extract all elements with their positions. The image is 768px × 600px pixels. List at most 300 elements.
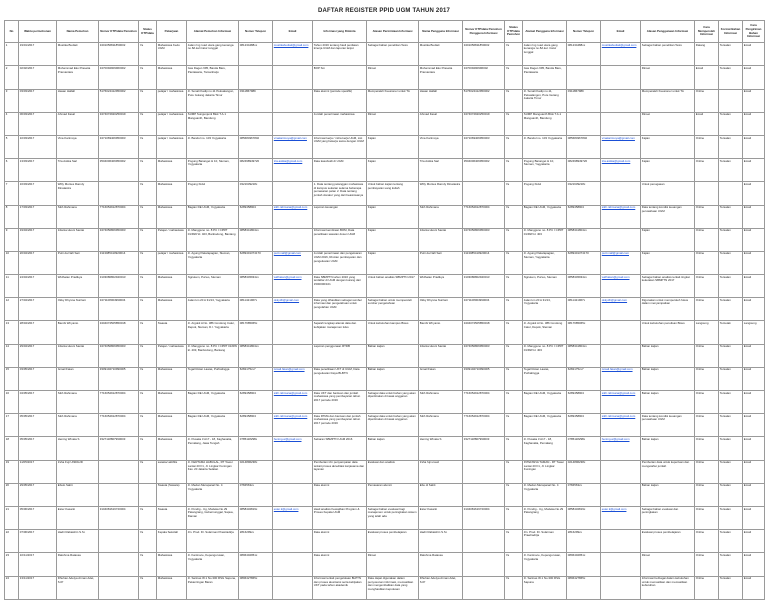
table-cell[interactable]: okkydh@gmail.com (273, 298, 313, 321)
table-cell: Sebagai bahan evaluasi bagi manajemen untuk peningkatan sistem yang telah ada (367, 506, 419, 529)
table-cell[interactable]: sikh.rahmana@gmail.com (273, 414, 313, 437)
table-cell: Ya (505, 89, 523, 112)
table-cell: Email (743, 506, 765, 529)
table-cell: Email (743, 414, 765, 437)
table-cell: 3309102710990005 (99, 367, 139, 390)
table-cell[interactable]: widhatan@gmail.com (273, 275, 313, 298)
table-cell: Tegal Rotan Lawas, Purbalingga (187, 367, 239, 390)
table-cell: 3103080802940013 (463, 275, 505, 298)
table-cell: Gas Dagen 695, Banda Baru, Pantaiasrie, Tamanharjo (187, 66, 239, 89)
table-cell: Jl. Argokti A No. 386 Condong Catur, Depok, Sleman (523, 321, 567, 344)
table-cell: Muhammad Eko Prasetia Pramantara (57, 66, 99, 89)
table-cell: 3309102710990005 (463, 367, 505, 390)
table-cell: Kajian (641, 135, 695, 158)
table-cell: 0896402951x (239, 553, 273, 576)
table-cell: 0214896238x (567, 460, 601, 483)
table-cell: Ya (505, 553, 523, 576)
table-cell: 6289458904 (239, 205, 273, 228)
table-cell (99, 553, 139, 576)
table-cell: 6289401374170 (567, 251, 601, 274)
table-cell: Informasi kerja / mitra kerja UGM, List UGM yang bekerja sama dengan UGM (313, 135, 367, 158)
table-cell: Sikh Rahmana (419, 414, 463, 437)
table-cell: Hasan Hallah (57, 89, 99, 112)
table-cell: 0858345934xx (239, 275, 273, 298)
table-cell: Dhuhan Adetya Arman Adet, S.IP (57, 576, 99, 599)
table-cell: 3104081616720004 (463, 506, 505, 529)
table-cell: Pemasaran alumni (367, 483, 419, 506)
table-cell: 5 (5, 135, 19, 158)
table-cell: 0896427865x (239, 576, 273, 599)
column-header: Waktu permohonan (19, 21, 57, 43)
table-row (5, 66, 765, 89)
table-cell: Online (695, 414, 719, 437)
table-cell: Untuk kebutuhan penulisan Bisus (641, 321, 695, 344)
table-cell: Online (695, 159, 719, 182)
table-row (5, 182, 765, 205)
table-cell: Online (695, 506, 719, 529)
table-cell (463, 460, 505, 483)
table-cell (273, 460, 313, 483)
table-cell: Evaluasi dan analisis (367, 460, 419, 483)
table-cell: Ya (139, 159, 157, 182)
table-cell: Ya (505, 414, 523, 437)
table-cell: Ya (139, 344, 157, 367)
table-cell[interactable]: ester.k@gmail.com (273, 506, 313, 529)
table-cell: Email (743, 298, 765, 321)
table-cell: Rinset (641, 112, 695, 135)
table-cell: 7716052912870004 (463, 414, 505, 437)
table-cell: Rinset (641, 66, 695, 89)
table-cell: Online (695, 89, 719, 112)
table-cell (273, 89, 313, 112)
table-cell: Sebagai data untuk bahan yang akan diperkirakan di kasat anggaran (367, 391, 419, 414)
table-cell: Rinset (367, 553, 419, 576)
table-cell: 7716052912870004 (99, 414, 139, 437)
table-cell: 8 (5, 205, 19, 228)
table-cell[interactable]: ester.k@gmail.com (601, 506, 641, 529)
table-cell[interactable]: vinakarimoya@gmail.com (273, 135, 313, 158)
table-cell: 05/05/2017 (19, 414, 57, 437)
table-row (5, 275, 765, 298)
table-cell: 19/04/2017 (19, 228, 57, 251)
table-cell[interactable]: putri.nafi@gmail.com (601, 251, 641, 274)
table-cell[interactable]: vinakarimoya@gmail.com (601, 135, 641, 158)
table-cell: Online (695, 553, 719, 576)
table-cell: 0784563xx (567, 483, 601, 506)
table-cell (601, 576, 641, 599)
table-cell: Jl. Sonali Kadip no.11, Pekualangon, Pure Gutang Jakarta Timur (523, 89, 567, 112)
table-cell: Jalan ring road utara gang kenanga no.8A kel. Catur tunggal (523, 43, 567, 66)
table-cell: 24 (5, 576, 19, 599)
table-cell: 0214896238x (239, 460, 273, 483)
table-cell: pelajar / mahasiswa (157, 112, 187, 135)
table-cell: Email (743, 437, 765, 460)
table-cell: Email (743, 251, 765, 274)
table-cell: Jl. Pusaka 3 A17 - 18, Kaghanalia, Pemalang, Jawa Tengah (187, 437, 239, 460)
table-cell (99, 576, 139, 599)
table-cell: Tersalan (719, 553, 743, 576)
table-cell: Jl. Sarinas W.1 No.300 RSG Sapuna (523, 576, 567, 599)
table-cell: Ya (139, 414, 157, 437)
table-cell: 10 (5, 251, 19, 274)
table-cell: 18 (5, 437, 19, 460)
table-cell[interactable]: widhatan@gmail.com (601, 275, 641, 298)
table-cell: Ya (139, 321, 157, 344)
table-cell (463, 182, 505, 205)
table-cell: Tercetak (719, 321, 743, 344)
table-cell: Memperaleh Kuesioner untuk TA (641, 89, 695, 112)
table-cell: 29/04/2017 (19, 344, 57, 367)
table-row (5, 530, 765, 553)
table-cell: swasta/ aktifitis (157, 460, 187, 483)
table-cell: 6289458904 (239, 414, 273, 437)
table-cell: Data penelitiaan UKT di UGM, Data pengeluaran biaya BLBTN (313, 367, 367, 390)
table-cell: Jl. Pusaka 3 A17 - 18, Kaghanalia, Pemalang (523, 437, 567, 460)
table-cell (273, 182, 313, 205)
table-cell: Bagian DE UGM, Yogyakarta (523, 205, 567, 228)
table-cell: Bagian DE UGM, Yogyakarta (187, 391, 239, 414)
table-cell: 3474050806950003 (463, 344, 505, 367)
table-cell: Kepala Sekolah (157, 530, 187, 553)
table-cell: Rinset (641, 553, 695, 576)
table-cell: Pelajar / mahasiswa (157, 228, 187, 251)
table-cell: Pogung Kidul (187, 182, 239, 205)
table-cell: Sikh Rahmana (57, 414, 99, 437)
table-cell: 1 (5, 43, 19, 66)
table-cell: Tersalan (719, 275, 743, 298)
table-cell[interactable]: tria.astika@gmail.com (273, 159, 313, 182)
table-cell: 0858341804xx (567, 228, 601, 251)
register-table (4, 20, 765, 600)
table-cell: Ismail Fatan (419, 367, 463, 390)
table-cell: Okky Dhysna Nurriani (57, 298, 99, 321)
table-cell: Ya (139, 530, 157, 553)
table-cell: pelajar / mahasiswa (157, 251, 187, 274)
table-cell: Kajian (641, 228, 695, 251)
table-cell: Hasan Hallah (419, 89, 463, 112)
table-cell: Data UKT dan bantuan dan jumlah mahasiswa yang pembayaran tahun 2017 periode 2016 (313, 391, 367, 414)
table-cell: 7716052912870004 (463, 391, 505, 414)
table-cell: Ya (139, 66, 157, 89)
table-cell: Ismail Fatan (57, 367, 99, 390)
table-cell: 085684967840 (567, 135, 601, 158)
table-cell: 0858341804xx (239, 344, 273, 367)
column-header: Nama Pengguna Informasi (419, 21, 463, 43)
table-cell: Swasta (157, 506, 187, 529)
column-header: Status KTP/data (139, 21, 157, 43)
table-cell: Ya (139, 298, 157, 321)
table-cell: Ya (139, 89, 157, 112)
table-cell[interactable]: tria.astika@gmail.com (601, 159, 641, 182)
table-cell: Email (695, 112, 719, 135)
table-cell (601, 483, 641, 506)
column-header: Alasan Penggunaan Informasi (641, 21, 695, 43)
table-cell: 06/03/2017 (19, 112, 57, 135)
table-cell: Ya (505, 506, 523, 529)
table-cell[interactable]: sikh.rahmana@gmail.com (601, 205, 641, 228)
table-cell: 02/02/2017 (19, 66, 57, 89)
table-cell: 3103080802940013 (99, 275, 139, 298)
table-cell: 0311867989 (239, 89, 273, 112)
table-cell: 0858432819x (567, 506, 601, 529)
column-header: Pekerjaan (157, 21, 187, 43)
table-cell: Jl. Pondig - Ug, Mudeka No.29 Patangrang, Gubernunggal, Sapua, Daman (187, 506, 239, 529)
column-header: Nomor KTP/data Pemohon Pengguna Informasi (463, 21, 505, 43)
table-cell: Online (695, 298, 719, 321)
table-cell: 3104081616720004 (99, 506, 139, 529)
table-cell (273, 530, 313, 553)
table-cell: 0811421967x (567, 298, 601, 321)
table-cell: 3471069406950003 (99, 135, 139, 158)
table-cell: Ngrukem, Purwo, Sleman (523, 275, 567, 298)
table-cell[interactable]: mustikabudiati@gmail.com (273, 43, 313, 66)
table-cell (601, 112, 641, 135)
table-cell: Ya (505, 437, 523, 460)
table-cell[interactable]: sikh.rahmana@gmail.com (273, 205, 313, 228)
column-header: Cara Pengiriman Bahan Informasi (743, 21, 765, 43)
table-cell: 16/03/2017 (19, 182, 57, 205)
table-cell: Mahasiswa (157, 298, 187, 321)
table-row (5, 414, 765, 437)
table-cell: 0311867989 (567, 89, 601, 112)
table-cell: 3504006406950002 (99, 159, 139, 182)
column-header: Email (273, 21, 313, 43)
table-cell: Willy Montes Ramdy Dinatastra (419, 182, 463, 205)
table-cell[interactable]: sikh.rahmana@gmail.com (601, 391, 641, 414)
table-cell[interactable]: mustikabudiati@gmail.com (601, 43, 641, 66)
table-row (5, 344, 765, 367)
table-cell: Untuk penugasan (641, 182, 695, 205)
table-cell: Sebagai bahan evaluasi dan peningkatan (641, 506, 695, 529)
table-cell: Irdanta Husni Santai (57, 228, 99, 251)
table-cell[interactable]: sikh.rahmana@gmail.com (273, 391, 313, 414)
table-cell: Jl. Kantnoce, Kepengurusan, Yogyakarta (187, 553, 239, 576)
table-cell: 3474072920250019 (99, 112, 139, 135)
table-cell: Mahasiswa (157, 66, 187, 89)
table-cell[interactable]: ismail.fatan@gmail.com (273, 367, 313, 390)
table-cell: Ya (505, 182, 523, 205)
table-cell (273, 576, 313, 599)
table-cell: Mahasiswa (157, 391, 187, 414)
table-cell: Bahan kajian (641, 344, 695, 367)
table-cell: Kajian (367, 205, 419, 228)
table-cell: 3470092909960002 (99, 66, 139, 89)
table-cell: 085684967840 (239, 135, 273, 158)
table-cell: Rinset (367, 66, 419, 89)
table-cell: 1. Data tentang pelanggan mahasiswa di kampus sekaran selama beberapa pemasaran pelan 2. Data tentang jumlah donatur yang dari beasiswanya (313, 182, 367, 205)
table-row (5, 251, 765, 274)
table-cell: Email (743, 483, 765, 506)
table-cell: Ebulo Sabit (57, 483, 99, 506)
table-cell: Ya (139, 43, 157, 66)
table-cell: 0858341804xx (567, 344, 601, 367)
table-cell: Datang (695, 43, 719, 66)
table-cell: Sejarah lengkap alamat data dan kebijakan manajemen lulus (313, 321, 367, 344)
table-cell: 11 (5, 275, 19, 298)
table-cell: Jl. Mangguno no. 8 PC I CPRT 01/RW kl. 403, Banbodong, Bantang (187, 344, 239, 367)
table-cell (601, 182, 641, 205)
table-cell: Jl. Mangguno no. 8 PC I CPRT 01/RW kl. 403 (523, 228, 567, 251)
table-cell: 0858432819x (239, 506, 273, 529)
table-cell: INTENSIVA TAMAN - RT Tower Lantai 20 F1, Jl. Lingkar Kuningan (523, 460, 567, 483)
table-cell: 04/05/2017 (19, 391, 57, 414)
table-cell: Tria Astika Sari (57, 159, 99, 182)
table-cell: Email (743, 460, 765, 483)
table-cell: Ya (139, 251, 157, 274)
table-cell: Widhatan Pradikya (57, 275, 99, 298)
table-cell[interactable]: okkydh@gmail.com (601, 298, 641, 321)
table-cell[interactable]: hening.w@gmail.com (601, 437, 641, 460)
table-cell (463, 576, 505, 599)
table-cell: Ya (139, 460, 157, 483)
table-cell: Bahan kajian (641, 367, 695, 390)
table-cell: 19 (5, 460, 19, 483)
table-cell: Mahasiswa (157, 414, 187, 437)
table-cell: Jl. Argokti A No. 386 Condong Catur, Depok, Sleman, D.I. Yogyakarta (187, 321, 239, 344)
table-cell: Ya (505, 530, 523, 553)
table-row (5, 506, 765, 529)
table-cell: 347009290996002 (463, 66, 505, 89)
table-cell: Okky Dhysna Nurriani (419, 298, 463, 321)
table-cell: 9 (5, 228, 19, 251)
column-header: No (5, 21, 19, 43)
table-body (5, 43, 765, 600)
table-cell: Putri da Nafi Sati (57, 251, 99, 274)
table-cell: Langsung (743, 321, 765, 344)
table-cell: Hening Winata S (419, 437, 463, 460)
column-header: Alasan Permintaan Informasi (367, 21, 419, 43)
table-cell: 6289458904 (567, 205, 601, 228)
table-cell: Data dapat digunakan dalam penyusunan informasi, memastikan dan mengembalikan data yang menghasilkan keputusan (367, 576, 419, 599)
table-cell: Pogung Baranget H 10, Sleman, Yogyakarta (187, 159, 239, 182)
table-cell: Ya (139, 112, 157, 135)
table-cell[interactable]: ismail.fatan@gmail.com (601, 367, 641, 390)
table-cell: Pogung Baranget H 10, Sleman, Yogyakarta (523, 159, 567, 182)
table-cell[interactable]: putri.nafi@gmail.com (273, 251, 313, 274)
table-cell: Email (743, 89, 765, 112)
table-cell: Data tentang kondisi keuangan perusahaan UGM (641, 414, 695, 437)
table-cell (273, 553, 313, 576)
table-cell: Jl. Agung Pakelapagian, Sleman, Yogyakarta (187, 251, 239, 274)
table-cell: Kajian (367, 251, 419, 274)
table-cell: 5176024412950002 (99, 89, 139, 112)
table-cell: 03/05/2017 (19, 367, 57, 390)
table-cell: Jl. Sarinas W.1 No.300 RSG Sapuna, Pekanringan Baran (187, 576, 239, 599)
table-cell: Tersalan (719, 159, 743, 182)
table-cell: 6282175xx7 (567, 367, 601, 390)
table-cell: Mahasiswa (157, 205, 187, 228)
table-row (5, 553, 765, 576)
table-cell: Mahasiswa (157, 437, 187, 460)
table-cell: 082498949720 (239, 159, 273, 182)
table-cell: Email (743, 344, 765, 367)
table-cell: 20/04/2017 (19, 251, 57, 274)
table-cell: Bahan kajian (641, 391, 695, 414)
table-cell: Jl. KERTAMA HABULAL, RT Tower Lantai 20 F1, Jl. Lingkar Kuningan Kav. 20 Jakarta Selatan (187, 460, 239, 483)
table-cell: 13/03/2017 (19, 159, 57, 182)
table-cell: 2 (5, 66, 19, 89)
table-cell (601, 89, 641, 112)
table-cell: Bambi Wiryanto (419, 321, 463, 344)
table-cell: Sebaran SBMPTN UGM 2016 (313, 437, 367, 460)
table-cell: 081234488xx (239, 43, 273, 66)
table-cell: Ya (505, 251, 523, 274)
table-cell: Irsha Fuji UNRAUD (57, 460, 99, 483)
table-cell: 0321639218x (567, 182, 601, 205)
table-cell: Ya (505, 298, 523, 321)
table-cell: Jl. Medan Merapanal No. 4 Yogyakarta (187, 483, 239, 506)
table-cell: Online (695, 391, 719, 414)
table-cell: 0896427865x (567, 576, 601, 599)
table-cell: Hening Winata S (57, 437, 99, 460)
table-cell[interactable]: hening.w@gmail.com (273, 437, 313, 460)
table-cell: 20 (5, 483, 19, 506)
table-cell[interactable]: sikh.rahmana@gmail.com (601, 414, 641, 437)
table-cell (601, 66, 641, 89)
table-cell: Bahan kajian (367, 344, 419, 367)
table-cell: Mahasiswa (157, 275, 187, 298)
table-row (5, 321, 765, 344)
table-cell: Irdanta Husni Santai (419, 228, 463, 251)
table-cell: Sebagai bahan analisis terkait tingkat keketatan SBMPTN 2017 (641, 275, 695, 298)
table-cell: 29/05/2017 (19, 483, 57, 506)
table-cell: 0817685065x (567, 321, 601, 344)
table-cell: 24/04/2017 (19, 275, 57, 298)
table-cell: Ya (139, 182, 157, 205)
table-cell: Tersalan (719, 437, 743, 460)
table-cell: Langsung (695, 321, 719, 344)
table-cell: Hasil analisis Kewajiban Program & Proses Kepala UGM (313, 506, 367, 529)
table-cell: Ahmad Fasal (57, 112, 99, 135)
table-cell: Evaluasi proses pembelajaran (367, 530, 419, 553)
table-cell: 4 (5, 112, 19, 135)
table-cell: Email (743, 553, 765, 576)
table-cell: Email (743, 66, 765, 89)
table-cell (601, 553, 641, 576)
table-cell: 2816299xx (567, 530, 601, 553)
table-cell: Ya (139, 391, 157, 414)
table-cell: Ya (505, 483, 523, 506)
table-cell: Ya (139, 135, 157, 158)
table-cell: Jln. Prod. Dr. Sularman Prawiradirja (187, 530, 239, 553)
table-cell: Willy Montes Ramdy Dinatastra (57, 182, 99, 205)
table-cell: Online (695, 530, 719, 553)
table-cell: 3113085410920014 (463, 251, 505, 274)
table-cell: Email (743, 182, 765, 205)
table-cell: 19/01/2017 (19, 43, 57, 66)
table-cell: Data kasubsidi di UGM (313, 159, 367, 182)
table-cell: 6289458904 (567, 391, 601, 414)
table-cell: Mustika Budiati (57, 43, 99, 66)
table-cell: Online (695, 437, 719, 460)
column-header: Nama Pemohon (57, 21, 99, 43)
table-cell: Jalan ring road utara gang kenanga no.8A kel.Catur tunggal (187, 43, 239, 66)
table-cell: 0858345934xx (567, 275, 601, 298)
table-cell (601, 460, 641, 483)
table-cell: Email (743, 275, 765, 298)
table-cell: Data yang dihasilkan sebagai sumber informasi dan pengetahuan untuk pengolahan UGM (313, 298, 367, 321)
table-cell: 22 (5, 530, 19, 553)
table-row (5, 112, 765, 135)
table-cell (273, 344, 313, 367)
table-cell: Mahasiswa Kedo UGM (157, 43, 187, 66)
table-cell: 7 (5, 182, 19, 205)
table-cell: 6 (5, 159, 19, 182)
table-cell: Hadri Rabaishin S.Si. (57, 530, 99, 553)
table-cell: Ya (139, 506, 157, 529)
table-cell: 17/03/2017 (19, 205, 57, 228)
table-cell: Ya (505, 205, 523, 228)
